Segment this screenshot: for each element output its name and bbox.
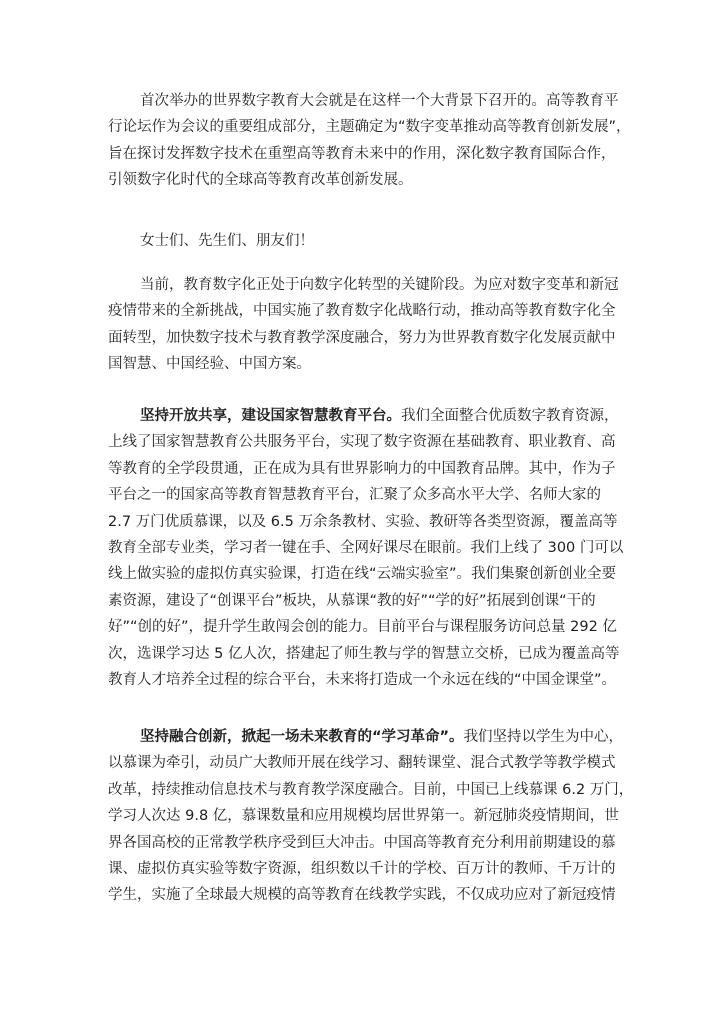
text-line [108, 403, 619, 429]
text-line: 旨在探讨发挥数字技术在重塑高等教育未来中的作用，深化数字教育国际合作， [108, 145, 616, 162]
text-line: 女士们、先生们、朋友们！ [140, 233, 314, 249]
text-line: 线上做实验的虚拟仿真实验课，打造在线“云端实验室”。我们集聚创新创业全要 [108, 566, 617, 583]
text-line: 教育人才培养全过程的综合平台，未来将打造成一个永远在线的“中国金课堂”。 [108, 671, 617, 688]
lead-line-rest: 我们全面整合优质数字教育资源， [401, 408, 619, 424]
text-line: 以慕课为牵引，动员广大教师开展在线学习、翻转课堂、混合式教学等教学模式 [108, 755, 616, 772]
bold-lead-sentence: 坚持融合创新，掀起一场未来教育的“学习革命”。 [140, 729, 464, 745]
text-line: 上线了国家智慧教育公共服务平台，实现了数字资源在基础教育、职业教育、高 [108, 434, 616, 451]
text-line: 2.7 万门优质慕课，以及 6.5 万余条教材、实验、教研等各类型资源，覆盖高等 [108, 513, 618, 530]
text-line: 素资源，建设了“创课平台”板块，从慕课“教的好”“学的好”拓展到创课“干的 [108, 592, 596, 609]
paragraph-greeting [108, 228, 612, 254]
text-line: 疫情带来的全新挑战，中国实施了教育数字化战略行动，推动高等教育数字化全 [108, 303, 616, 320]
paragraph-open-sharing [108, 403, 624, 693]
text-line: 课、虚拟仿真实验等数字资源，组织数以千计的学校、百万计的教师、千万计的 [108, 860, 616, 877]
paragraph-digital-transformation [108, 272, 619, 378]
text-line: 等教育的全学段贯通，正在成为具有世界影响力的中国教育品牌。其中，作为子 [108, 460, 616, 477]
text-line: 国智慧、中国经验、中国方案。 [108, 356, 311, 373]
text-line: 面转型，加快数字技术与教育教学深度融合，努力为世界教育数字化发展贡献中 [108, 329, 616, 346]
text-line: 当前，教育数字化正处于向数字化转型的关键阶段。为应对数字变革和新冠 [140, 277, 619, 293]
text-line: 次，选课学习达 5 亿人次，搭建起了师生教与学的智慧立交桥，已成为覆盖高等 [108, 645, 620, 662]
text-line: 好”“创的好”，提升学生敢闯会创的能力。目前平台与课程服务访问总量 292 亿 [108, 619, 617, 636]
text-line: 教育全部专业类，学习者一键在手、全网好课尽在眼前。我们上线了 300 门可以 [108, 539, 624, 556]
text-line: 学习人次达 9.8 亿，慕课数量和应用规模均居世界第一。新冠肺炎疫情期间，世 [108, 808, 619, 825]
paragraph-conference-background [108, 88, 631, 194]
text-line [108, 724, 624, 750]
text-line: 行论坛作为会议的重要组成部分，主题确定为“数字变革推动高等教育创新发展”， [108, 119, 631, 136]
text-line: 改革，持续推动信息技术与教育教学深度融合。目前，中国已上线慕课 6.2 万门， [108, 781, 634, 798]
text-line: 学生，实施了全球最大规模的高等教育在线教学实践，不仅成功应对了新冠疫情 [108, 887, 616, 904]
lead-line-rest: 我们坚持以学生为中心， [463, 729, 624, 745]
text-line: 引领数字化时代的全球高等教育改革创新发展。 [108, 172, 413, 189]
text-line: 界各国高校的正常教学秩序受到巨大冲击。中国高等教育充分利用前期建设的慕 [108, 834, 616, 851]
bold-lead-sentence: 坚持开放共享，建设国家智慧教育平台。 [140, 408, 401, 424]
text-line: 平台之一的国家高等教育智慧教育平台，汇聚了众多高水平大学、名师大家的 [108, 487, 601, 504]
text-line: 首次举办的世界数字教育大会就是在这样一个大背景下召开的。高等教育平 [140, 93, 619, 109]
paragraph-integration-innovation [108, 724, 634, 909]
